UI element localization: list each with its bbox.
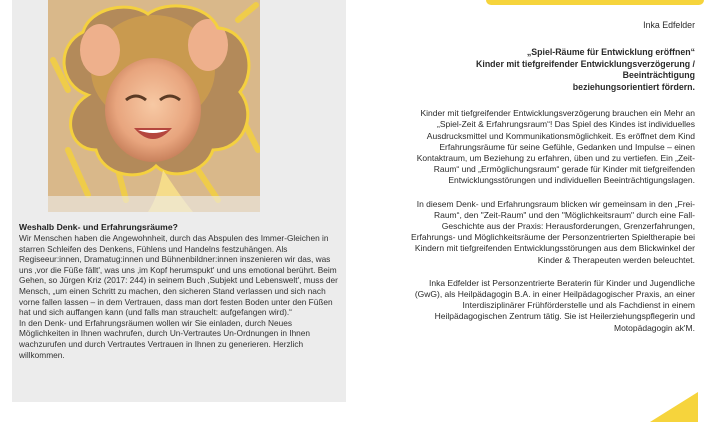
left-paragraph: Wir Menschen haben die Angewohnheit, durch das Abspulen des Immer-Gleichen in starren Schleifen des Denkens, Fühlens und Handelns festzuhängen. Als Regiseeur:innen, Dramatug:innen und Bühnenbildner:innen inszenieren wir das, was uns ‚vor die Füße fällt', was uns ‚im Kopf herumspukt' und uns emotional berührt. Beim Gehen, so Jürgen Kriz (2017: 244) in seinem Buch ‚Subjekt und Lebenswelt', muss der Mensch, „um einen Schritt zu machen, den sicheren Stand verlassen und sich nach vorne fallen lassen – in dem Vertrauen, dass man dort festen Boden unter den Füßen hat und sich auffangen kann (und falls man strauchelt: aufgefangen wird).“ xyxy=(19,233,338,318)
right-paragraph: Inka Edfelder ist Personzentrierte Beraterin für Kinder und Jugendliche (GwG), als Heilpädagogin B.A. in einer Heilpädagogischer Praxis, an einer Interdisziplinärer Frühförderstelle und als Fachdienst in einem Heilpädagogischen Zentrum tätig. Sie ist Heilerziehungspflegerin und Motopädagogin ak'M. xyxy=(414,277,695,333)
right-paragraph: Kinder mit tiefgreifender Entwicklungsverzögerung brauchen ein Mehr an „Spiel-Zeit & Erfahrungsraum“! Das Spiel des Kindes ist individuelles Ausdrucksmittel und Kommunikationsmöglichkeit. Es eröffnet dem Kind Erfahrungsräume für seine Gefühle, Gedanken und Impulse – einen Kontaktraum, um Beziehung zu erfahren, üben und zu vertiefen. Ein „Zeit-Raum“ und „Ermöglichungsraum“ gerade für Kinder mit tiefgreifenden Entwicklungsstörungen und individuellen Beeinträchtigungslagen. xyxy=(416,108,695,186)
right-column xyxy=(405,20,695,346)
author-name: Inka Edfelder xyxy=(643,20,695,30)
talk-title xyxy=(405,47,695,93)
child-photo-cloud xyxy=(48,0,260,212)
left-heading: Weshalb Denk- und Erfahrungsräume? xyxy=(19,222,178,232)
right-paragraph: In diesem Denk- und Erfahrungsraum blicken wir gemeinsam in den „Frei-Raum“, den "Zeit-Raum" und den "Möglichkeitsraum" durch eine Fall-Geschichte aus der Praxis: Herausforderungen, Grenzerfahrungen, Erfahrungs- und Möglichkeitsräume der Personzentrierten Spieltherapie bei Kindern mit tiefgreifenden Entwicklungsstörungen aus dem Blickwinkel der Kinder & Therapeuten werden beleuchtet. xyxy=(411,198,695,265)
yellow-corner-accent xyxy=(650,392,698,422)
title-line: „Spiel-Räume für Entwicklung eröffnen“ xyxy=(526,47,695,58)
title-line: beziehungsorientiert fördern. xyxy=(572,81,695,92)
title-line: Kinder mit tiefgreifender Entwicklungsverzögerung / Beeinträchtigung xyxy=(476,58,695,81)
yellow-top-accent xyxy=(486,0,704,5)
left-panel xyxy=(12,0,346,402)
left-paragraph: In den Denk- und Erfahrungsräumen wollen wir Sie einladen, durch Neues Möglichkeiten in Ihnen wachrufen, durch Un-Vertrautes Un-Ordnungen in Ihnen wachzurufen und durch Vertrautes Vertrauen in Ihnen zu generieren. Herzlich willkommen. xyxy=(19,317,311,360)
left-text-block xyxy=(19,222,341,360)
